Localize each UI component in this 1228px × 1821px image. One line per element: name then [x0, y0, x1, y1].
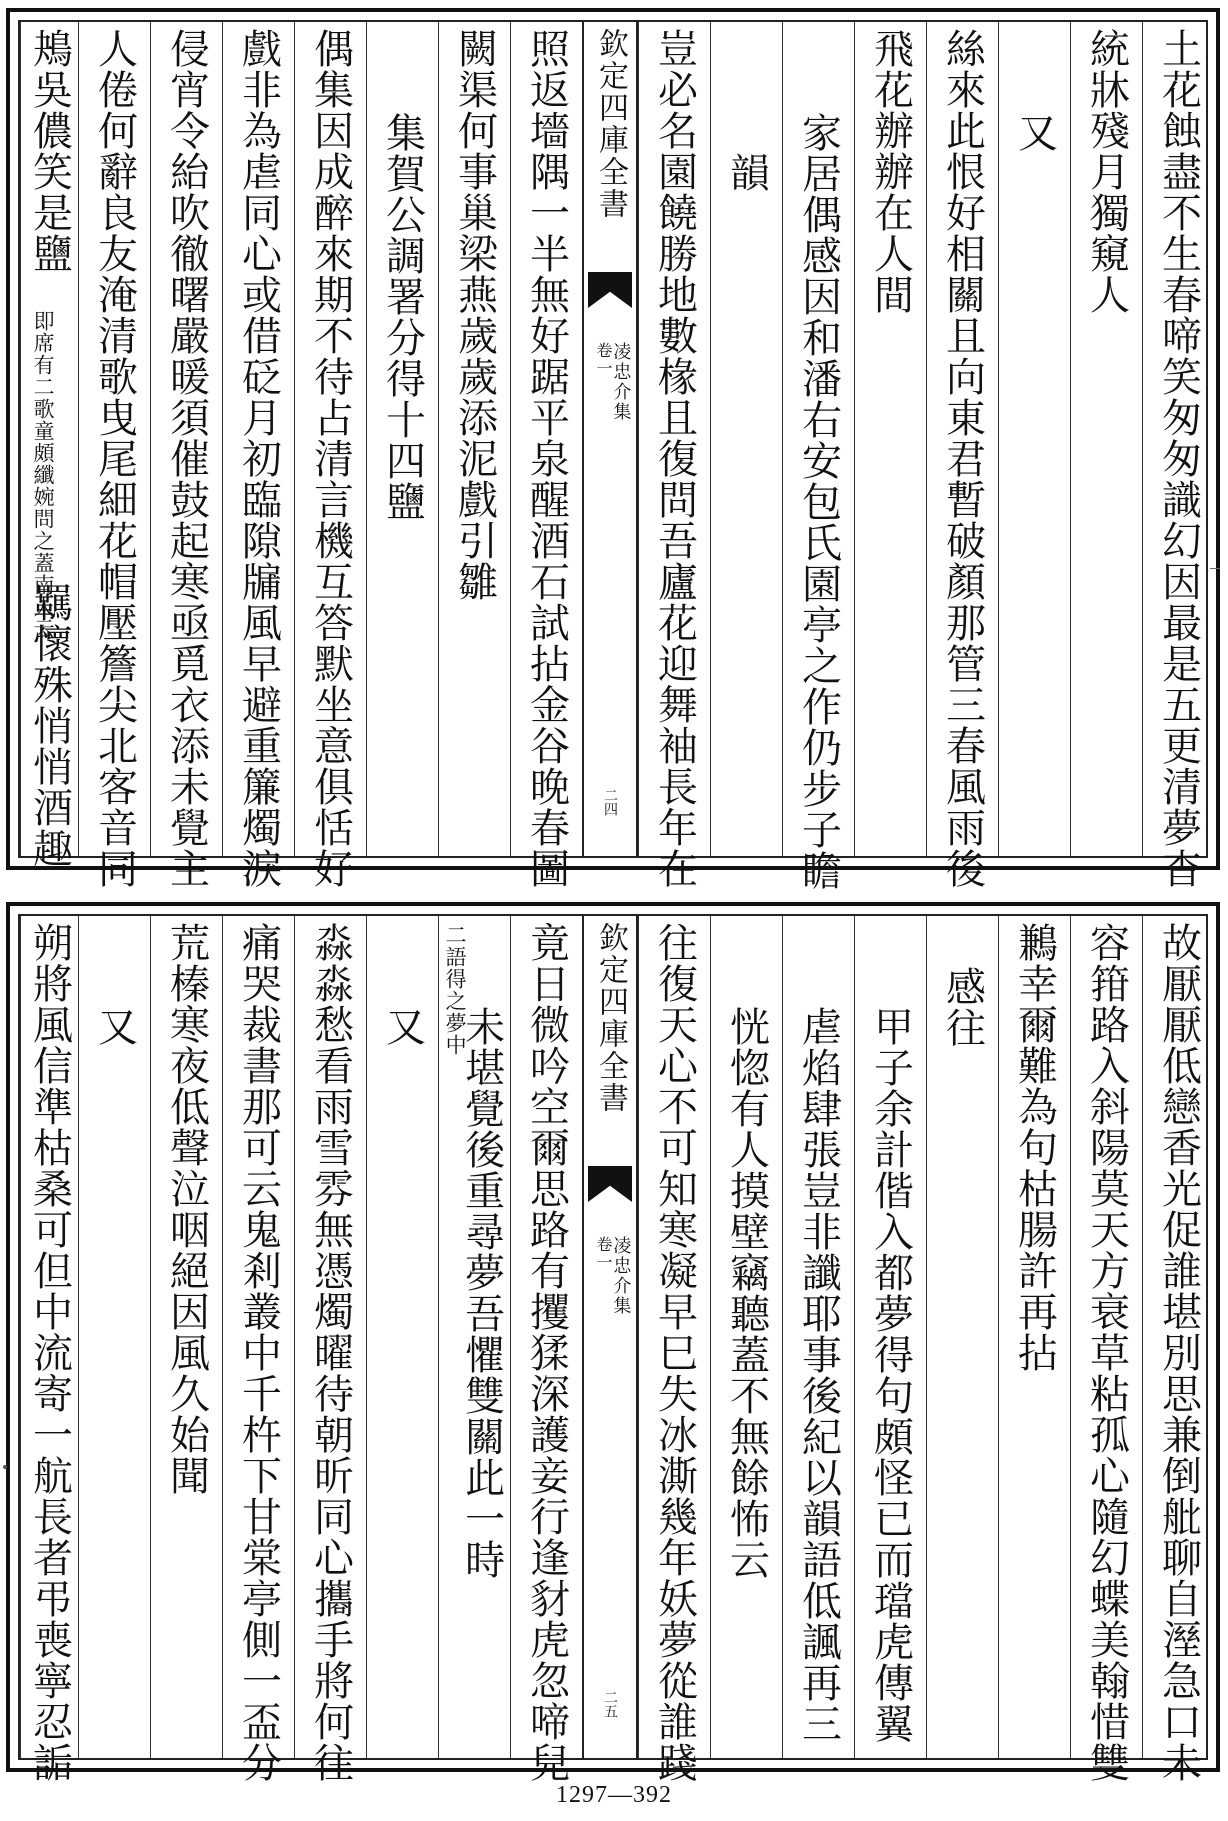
- column-text: 未堪覺後重尋夢吾懼雙關此一時: [458, 1006, 505, 1580]
- column-text: 偶集因成醉來期不待占清言機互答默坐意俱恬好: [307, 28, 354, 889]
- column: [854, 916, 926, 1758]
- column-text: 鶼幸爾難為句枯腸許再拈: [1011, 922, 1058, 1373]
- footer-page-code: 1297—392: [556, 1782, 672, 1808]
- column: [998, 916, 1070, 1758]
- column: [366, 916, 438, 1758]
- page-bottom: [6, 902, 1220, 1783]
- column-text: 又: [379, 1006, 426, 1047]
- book-name: 凌忠介集: [610, 1236, 632, 1316]
- fishtail-mark-icon: [588, 1166, 632, 1202]
- column-text: 竟日微吟空爾思路有攫猱深護妾行逢豺虎忽啼兒: [523, 922, 570, 1783]
- column: [1070, 916, 1142, 1783]
- column: [510, 916, 582, 1783]
- center-strip: [582, 916, 638, 1758]
- page-number: 二五: [602, 1690, 618, 1718]
- column-text: 往復天心不可知寒凝早巳失冰澌幾年妖夢從誰踐: [651, 922, 698, 1783]
- column-text: 侵宵令紿吹徹曙嚴暖須催鼓起寒亟覓衣添未覺主: [163, 28, 210, 889]
- column: [710, 22, 782, 856]
- book-title: 欽定四庫全書: [593, 922, 628, 1114]
- column-text: 統牀殘月獨窺人: [1083, 28, 1130, 315]
- column-text: 甲子余計偕入都夢得句頗怪已而璫虎傳翼: [867, 1006, 914, 1744]
- column: [438, 22, 510, 856]
- column-text: 闕渠何事巢梁燕歲歲添泥戲引雛: [451, 28, 498, 602]
- scan-speck: [3, 1465, 7, 1469]
- volume-label: 卷一: [594, 342, 613, 378]
- book-title: 欽定四庫全書: [593, 28, 628, 220]
- column-text: 故厭厭低戀香光促誰堪別思兼倒舭聊自溼急口未: [1155, 922, 1202, 1783]
- column-text: 羈懷殊悄悄酒趣: [26, 582, 73, 869]
- column: [638, 22, 710, 889]
- column-text: 容箝路入斜陽莫天方衰草粘孤心隨幻蝶美翰惜雙: [1083, 922, 1130, 1783]
- volume-label: 卷一: [594, 1236, 613, 1272]
- column: [1070, 22, 1142, 856]
- column: [510, 22, 582, 889]
- column-text: 感往: [939, 966, 986, 1048]
- column-text: 土花蝕盡不生春啼笑匆匆識幻因最是五更清夢杳: [1155, 28, 1202, 889]
- column: [638, 916, 710, 1783]
- column: [1142, 916, 1214, 1783]
- column: [150, 22, 222, 889]
- column-text: 痛哭裁書那可云鬼剎叢中千杵下甘棠亭側一盃分: [235, 922, 282, 1783]
- column-text: 虐焰肆張豈非讖耶事後紀以韻語低諷再三: [795, 1006, 842, 1744]
- inline-note: 二語得之夢中: [443, 924, 468, 1056]
- column: [782, 22, 854, 891]
- column: [78, 916, 150, 1758]
- column: [222, 916, 294, 1783]
- column: [20, 916, 78, 1783]
- scan-mark: [1210, 568, 1220, 569]
- page-bottom-frame: [18, 914, 1208, 1783]
- column: [710, 916, 782, 1758]
- column-text: 飛花辦辦在人間: [867, 28, 914, 315]
- column: [926, 22, 998, 889]
- column-text: 照返墻隅一半無好踞平泉醒酒石試拈金谷晚春圖: [523, 28, 570, 889]
- page-number: 二四: [602, 788, 618, 816]
- column-text: 淼淼愁看雨雪雰無憑燭曜待朝昕同心攜手將何往: [307, 922, 354, 1783]
- book-name: 凌忠介集: [610, 342, 632, 422]
- page-top-frame: [18, 20, 1208, 891]
- column-text: 鴂吳儂笑是鹽: [26, 28, 73, 274]
- column: [998, 22, 1070, 856]
- column: [926, 916, 998, 1758]
- column-text: 朔將風信準枯桑可但中流寄一航長者弔喪寧忍詬: [26, 922, 73, 1783]
- center-strip: [582, 22, 638, 856]
- column-text: 人倦何辭良友淹清歌曳尾細花帽壓簷尖北客音同: [91, 28, 138, 889]
- column-text: 恍惚有人摸壁竊聽蓋不無餘怖云: [723, 1006, 770, 1580]
- column-text: 絲來此恨好相關且向東君暫破顏那管三春風雨後: [939, 28, 986, 889]
- column-text: 豈必名園饒勝地數椽且復問吾廬花迎舞袖長年在: [651, 28, 698, 889]
- inline-note: 即席有二歌童頗纖婉問之蓋南人云: [31, 310, 56, 640]
- column-text: 戲非為虐同心或借砭月初臨隙牖風早避重簾燭淚: [235, 28, 282, 889]
- column-text: 集賀公調署分得十四鹽: [379, 112, 426, 522]
- column: [222, 22, 294, 889]
- column: [78, 22, 150, 889]
- column-text: 韻: [723, 152, 770, 193]
- column-text: 荒榛寒夜低聲泣咽絕因風久始聞: [163, 922, 210, 1496]
- column-text: 又: [1011, 112, 1058, 153]
- column: [854, 22, 926, 856]
- column-text: 又: [91, 1006, 138, 1047]
- column: [20, 22, 78, 869]
- column: [782, 916, 854, 1758]
- column: [438, 916, 510, 1758]
- column: [366, 22, 438, 856]
- column: [294, 916, 366, 1783]
- column: [1142, 22, 1214, 889]
- column: [150, 916, 222, 1758]
- page-top: [6, 8, 1220, 891]
- column-text: 家居偶感因和潘右安包氏園亭之作仍步子瞻: [795, 112, 842, 891]
- column: [294, 22, 366, 889]
- fishtail-mark-icon: [588, 272, 632, 308]
